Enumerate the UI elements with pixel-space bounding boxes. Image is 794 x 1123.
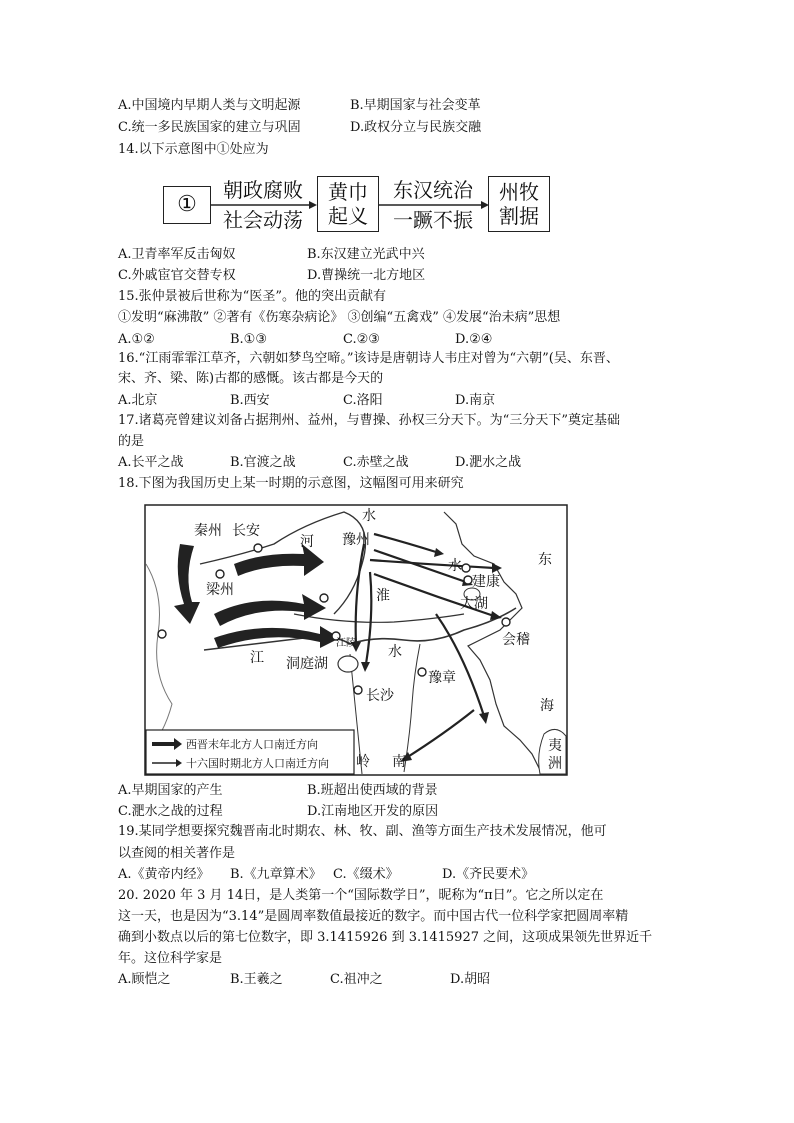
- q14-flowchart: [163, 176, 550, 232]
- flow-box-2: [317, 176, 379, 232]
- q19-option-a: A.《黄帝内经》: [118, 867, 210, 882]
- map-label-shui-north: 水: [362, 508, 376, 524]
- q14-option-b: B.东汉建立光武中兴: [307, 247, 425, 262]
- flow-box-1-label: ①: [177, 192, 197, 217]
- legend-sixteen-kingdoms: 十六国时期北方人口南迁方向: [186, 757, 329, 770]
- map-label-dongtinghu: 洞庭湖: [286, 656, 328, 672]
- q17-option-a: A.长平之战: [118, 455, 184, 470]
- map-label-taihu: 太湖: [460, 596, 488, 612]
- map-label-jiankang: 建康: [472, 574, 500, 590]
- q19-option-c: C.《缀术》: [333, 867, 399, 882]
- map-label-shui-south: 水: [388, 644, 402, 660]
- q17-stem-2: 的是: [118, 434, 145, 449]
- q18-option-b: B.班超出使西域的背景: [307, 783, 438, 798]
- q14-option-d: D.曹操统一北方地区: [307, 268, 426, 283]
- map-label-yi: 夷: [548, 738, 562, 754]
- map-legend: [146, 730, 354, 774]
- q19-option-b: B.《九章算术》: [230, 867, 322, 882]
- flow-arrow-2-bottom: 一蹶不振: [393, 208, 473, 232]
- q15-option-b: B.①③: [230, 332, 267, 347]
- q13-option-a: A.中国境内早期人类与文明起源: [118, 98, 301, 113]
- map-label-yuzhang: 豫章: [428, 670, 456, 686]
- q16-stem-2: 宋、齐、梁、陈)古都的感慨。该古都是今天的: [118, 371, 384, 386]
- q13-option-b: B.早期国家与社会变革: [350, 98, 481, 113]
- q14-stem: 14.以下示意图中①处应为: [118, 142, 269, 157]
- q15-stem: 15.张仲景被后世称为“医圣”。他的突出贡献有: [118, 289, 386, 304]
- map-label-dong: 东: [538, 552, 552, 568]
- q20-stem-3: 确到小数点以后的第七位数字，即 3.1415926 到 3.1415927 之间，这项成果领先世界近千: [118, 930, 653, 945]
- q20-stem-4: 年。这位科学家是: [118, 951, 223, 966]
- q17-option-c: C.赤壁之战: [343, 455, 409, 470]
- q13-option-c: C.统一多民族国家的建立与巩固: [118, 120, 301, 135]
- q15-option-c: C.②③: [343, 332, 380, 347]
- q18-stem: 18.下图为我国历史上某一时期的示意图，这幅图可用来研究: [118, 476, 464, 491]
- q17-stem-1: 17.诸葛亮曾建议刘备占据荆州、益州，与曹操、孙权三分天下。为“三分天下”奠定基础: [118, 413, 620, 428]
- q17-option-b: B.官渡之战: [230, 455, 296, 470]
- q16-option-a: A.北京: [118, 393, 158, 408]
- flow-arrow-1-top: 朝政腐败: [223, 178, 303, 202]
- q18-option-d: D.江南地区开发的原因: [307, 804, 439, 819]
- q13-option-d: D.政权分立与民族交融: [350, 120, 482, 135]
- flow-box-3-top: 州牧: [499, 180, 539, 204]
- map-label-changan: 长安: [232, 523, 260, 539]
- q16-option-b: B.西安: [230, 393, 270, 408]
- map-label-liangzhou: 梁州: [206, 582, 234, 598]
- map-label-kuaiji: 会稽: [502, 632, 530, 648]
- q19-stem-1: 19.某同学想要探究魏晋南北时期农、林、牧、副、渔等方面生产技术发展情况，他可: [118, 824, 607, 839]
- flow-arrow-1-bottom: 社会动荡: [223, 208, 303, 232]
- map-label-yuzhou: 豫州: [342, 532, 370, 548]
- flow-arrow-2-top: 东汉统治: [393, 178, 473, 202]
- q20-option-b: B.王羲之: [230, 972, 283, 987]
- map-label-jiang: 江: [250, 650, 264, 666]
- q18-option-a: A.早期国家的产生: [118, 783, 223, 798]
- flow-box-3-bottom: 割据: [499, 204, 539, 228]
- q20-option-d: D.胡昭: [450, 972, 491, 987]
- map-label-ling: 岭: [356, 754, 370, 770]
- q16-option-d: D.南京: [455, 393, 496, 408]
- map-label-changsha: 长沙: [366, 688, 394, 704]
- q19-option-d: D.《齐民要术》: [442, 867, 535, 882]
- q16-option-c: C.洛阳: [343, 393, 383, 408]
- q14-option-c: C.外戚宦官交替专权: [118, 268, 236, 283]
- map-label-nan: 南: [392, 754, 406, 770]
- q18-migration-map: [144, 504, 568, 776]
- map-label-he: 河: [300, 534, 314, 550]
- map-label-jiangling: 江陵: [336, 638, 356, 649]
- q15-option-d: D.②④: [455, 332, 493, 347]
- q20-option-c: C.祖冲之: [330, 972, 383, 987]
- map-label-hai: 海: [540, 698, 554, 714]
- q18-option-c: C.淝水之战的过程: [118, 804, 223, 819]
- q19-stem-2: 以查阅的相关著作是: [118, 846, 236, 861]
- map-label-zhou: 洲: [548, 756, 562, 772]
- legend-western-jin: 西晋末年北方人口南迁方向: [186, 738, 318, 751]
- q17-option-d: D.淝水之战: [455, 455, 522, 470]
- flow-box-3: [488, 176, 550, 232]
- q14-option-a: A.卫青率军反击匈奴: [118, 247, 236, 262]
- map-label-shui-east: 水: [448, 558, 462, 574]
- q20-option-a: A.顾恺之: [118, 972, 171, 987]
- q20-stem-1: 20. 2020 年 3 月 14日，是人类第一个“国际数学日”，昵称为“π日”。它之所以定在: [118, 888, 604, 903]
- q15-items: ①发明“麻沸散” ②著有《伤寒杂病论》 ③创编“五禽戏” ④发展“治未病”思想: [118, 310, 561, 325]
- q16-stem-1: 16.“江雨霏霏江草齐，六朝如梦鸟空啼。”该诗是唐朝诗人韦庄对曾为“六朝”(吴、东晋、: [118, 351, 619, 366]
- map-label-qinzhou: 秦州: [194, 523, 222, 539]
- flow-box-2-top: 黄巾: [328, 180, 368, 204]
- q20-stem-2: 这一天，也是因为“3.14”是圆周率数值最接近的数字。而中国古代一位科学家把圆周率精: [118, 909, 629, 924]
- flow-box-2-bottom: 起义: [328, 204, 368, 228]
- map-label-huai: 淮: [376, 588, 390, 604]
- q15-option-a: A.①②: [118, 332, 155, 347]
- flow-box-1: [163, 186, 211, 224]
